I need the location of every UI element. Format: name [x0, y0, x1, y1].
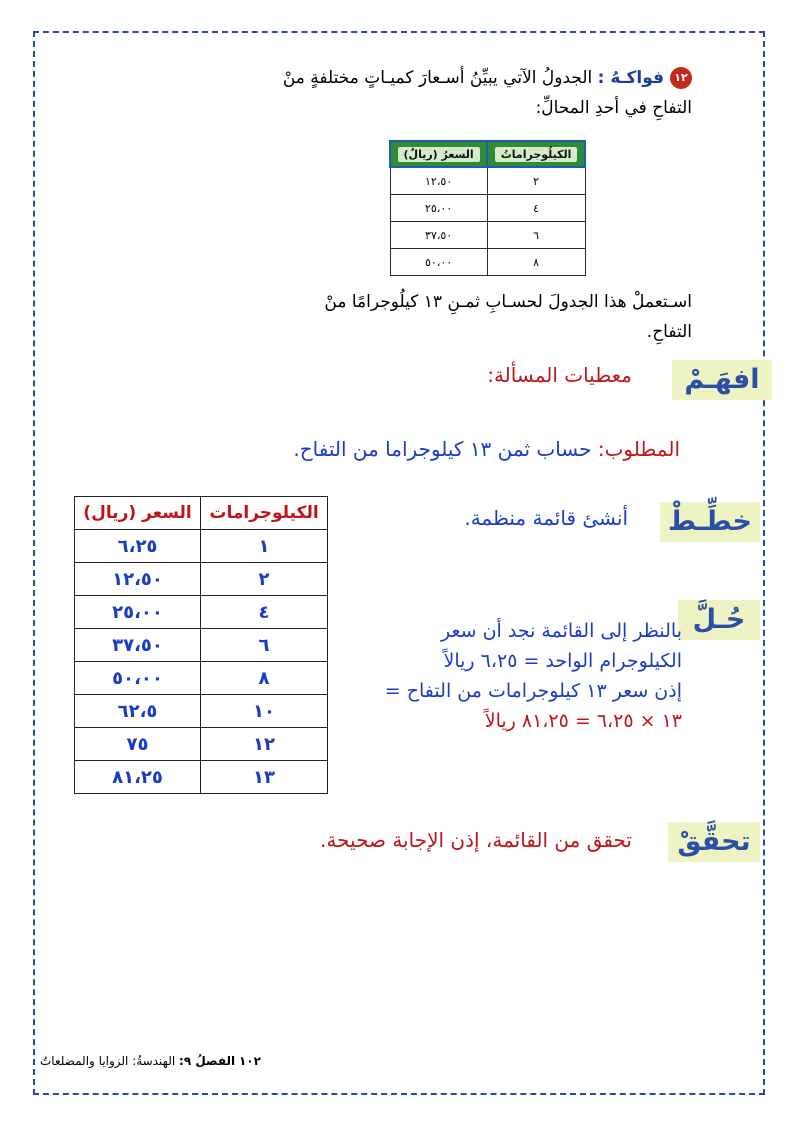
table-cell: ٢ — [201, 563, 328, 596]
plan-text: أنشئ قائمة منظمة. — [464, 506, 628, 530]
page-footer — [40, 1054, 261, 1068]
given-text: معطيات المسألة: — [487, 363, 632, 387]
solve-line4: ١٣ × ٦،٢٥ = ٨١،٢٥ ريالاً — [484, 710, 682, 732]
big-table-header-price: السعر (ريال) — [75, 497, 201, 530]
table-cell: ٤ — [201, 596, 328, 629]
table-cell: ٤ — [487, 195, 585, 222]
table-cell: ٦ — [487, 222, 585, 249]
question-line1: اسـتعملْ هذا الجدولَ لحسـابِ ثمـنِ ١٣ كيلُوجرامًا منْ — [324, 292, 692, 312]
table-cell: ٥٠،٠٠ — [390, 249, 487, 276]
table-cell: ١٣ — [201, 761, 328, 794]
table-row — [75, 728, 328, 761]
big-table-header-kg: الكيلوجرامات — [201, 497, 328, 530]
table-cell: ١٢ — [201, 728, 328, 761]
table-row — [75, 629, 328, 662]
table-row — [75, 662, 328, 695]
solve-line1: بالنظر إلى القائمة نجد أن سعر — [440, 620, 682, 642]
solve-line3: إذن سعر ١٣ كيلوجرامات من التفاح = — [384, 680, 682, 702]
table-cell: ٨ — [201, 662, 328, 695]
table-cell: ٣٧،٥٠ — [390, 222, 487, 249]
table-row — [75, 695, 328, 728]
problem-text-line2: التفاحِ في أحدِ المحالِّ: — [535, 98, 692, 118]
table-cell: ١ — [201, 530, 328, 563]
table-header-kg: الكيلُوجراماتُ — [487, 141, 585, 167]
check-badge: تحقَّقْ — [668, 822, 760, 862]
check-text: تحقق من القائمة، إذن الإجابة صحيحة. — [320, 828, 632, 852]
table-cell: ٧٥ — [75, 728, 201, 761]
problem-number: ١٢ — [670, 67, 692, 89]
table-row — [75, 530, 328, 563]
chapter-title: الهندسةُ: الزوايا والمضلعاتُ — [40, 1054, 176, 1068]
table-cell: ٦ — [201, 629, 328, 662]
table-cell: ١٢،٥٠ — [75, 563, 201, 596]
understand-badge: افهَـمْ — [672, 360, 772, 400]
table-row — [75, 596, 328, 629]
table-cell: ٦٢،٥ — [75, 695, 201, 728]
plan-badge: خطِّـطْ — [660, 502, 760, 542]
solve-line2: الكيلوجرام الواحد = ٦،٢٥ ريالاً — [443, 650, 682, 672]
problem-text-line1: الجدولُ الآتي يبيِّنُ أسـعارَ كميـاتٍ مختلفةٍ منْ — [282, 68, 593, 88]
problem-title: فواكـهُ : — [597, 68, 664, 88]
table-cell: ٢٥،٠٠ — [390, 195, 487, 222]
table-row — [75, 761, 328, 794]
table-cell: ١٠ — [201, 695, 328, 728]
table-cell: ٥٠،٠٠ — [75, 662, 201, 695]
table-cell: ٦،٢٥ — [75, 530, 201, 563]
table-cell: ٣٧،٥٠ — [75, 629, 201, 662]
required-text — [293, 437, 680, 461]
table-row — [75, 563, 328, 596]
table-cell: ٨١،٢٥ — [75, 761, 201, 794]
problem-statement — [262, 63, 692, 123]
page-number: ١٠٢ — [238, 1054, 261, 1068]
table-row — [390, 222, 585, 249]
solve-badge: حُـلَّ — [678, 600, 760, 640]
table-row — [390, 167, 585, 195]
problem-question — [252, 287, 692, 347]
table-row — [390, 195, 585, 222]
table-cell: ٨ — [487, 249, 585, 276]
table-cell: ١٢،٥٠ — [390, 167, 487, 195]
required-value: حساب ثمن ١٣ كيلوجراما من التفاح. — [293, 437, 592, 461]
prices-table — [389, 140, 586, 276]
table-header-price: السعرُ (ريالٌ) — [390, 141, 487, 167]
required-label: المطلوب: — [597, 437, 680, 461]
table-row — [390, 249, 585, 276]
question-line2: التفاحِ. — [646, 322, 692, 342]
table-cell: ٢٥،٠٠ — [75, 596, 201, 629]
chapter-label: الفصلُ ٩: — [179, 1054, 236, 1068]
table-cell: ٢ — [487, 167, 585, 195]
organized-list-table — [74, 496, 328, 794]
solve-text — [302, 616, 682, 736]
